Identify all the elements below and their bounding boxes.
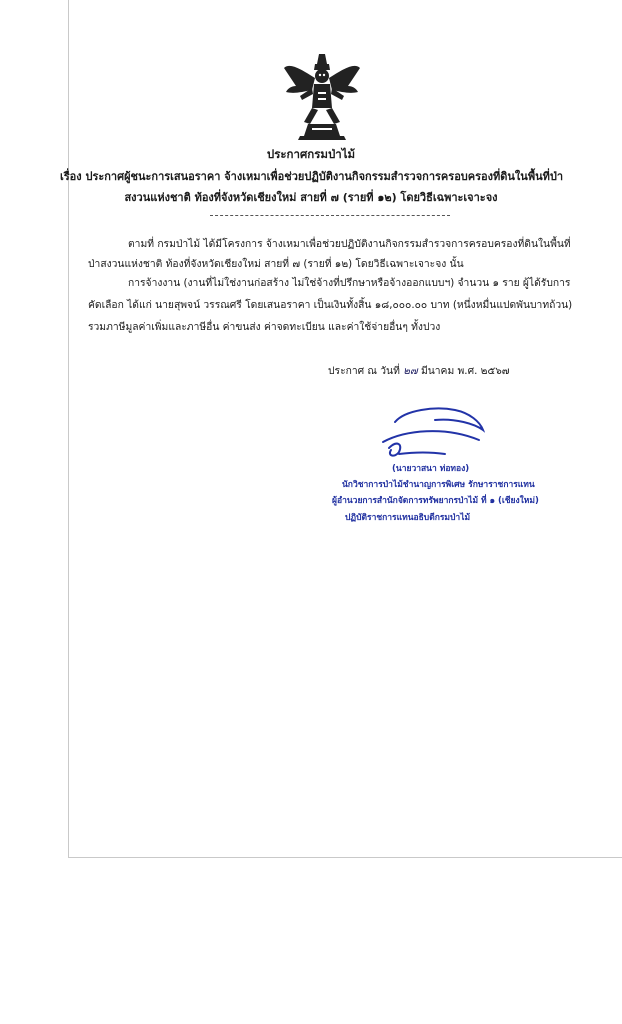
- signatory-position-2: ผู้อำนวยการสำนักจัดการทรัพยากรป่าไม้ ที่ ๑ (เชียงใหม่): [332, 496, 539, 506]
- signatory-name: (นายวาสนา ท่อทอง): [392, 464, 470, 474]
- signatory-position-3: ปฏิบัติราชการแทนอธิบดีกรมป่าไม้: [345, 513, 471, 523]
- subject-line-2: สงวนแห่งชาติ ท้องที่จังหวัดเชียงใหม่ สายที่ ๗ (รายที่ ๑๒) โดยวิธีเฉพาะเจาะจง: [124, 191, 498, 204]
- date-prefix: ประกาศ ณ วันที่: [328, 365, 400, 377]
- page-border-left: [68, 0, 69, 858]
- separator-line: [210, 215, 450, 216]
- signatory-position-1: นักวิชาการป่าไม้ชำนาญการพิเศษ รักษาราชการแทน: [342, 480, 535, 490]
- announcement-date: [328, 362, 510, 379]
- page-border-bottom: [68, 857, 622, 858]
- body-paragraph-line-3: การจ้างงาน (งานที่ไม่ใช่งานก่อสร้าง ไม่ใช่จ้างที่ปรึกษาหรือจ้างออกแบบฯ) จำนวน ๑ ราย ผู้ได้รับการ: [128, 277, 571, 289]
- body-paragraph-line-4: คัดเลือก ได้แก่ นายสุพจน์ วรรณศรี โดยเสนอราคา เป็นเงินทั้งสิ้น ๑๘,๐๐๐.๐๐ บาท (หนึ่งหมื่นแปดพันบาทถ้วน): [88, 299, 573, 311]
- date-day-handwritten: ๒๗: [403, 365, 418, 377]
- handwritten-signature: [375, 400, 485, 462]
- body-paragraph-line-5: รวมภาษีมูลค่าเพิ่มและภาษีอื่น ค่าขนส่ง ค่าจดทะเบียน และค่าใช้จ่ายอื่นๆ ทั้งปวง: [88, 321, 441, 333]
- garuda-emblem-icon: [282, 52, 362, 142]
- body-paragraph-line-1: ตามที่ กรมป่าไม้ ได้มีโครงการ จ้างเหมาเพื่อช่วยปฏิบัติงานกิจกรรมสำรวจการครอบครองที่ดินในพื้นที่: [128, 238, 571, 250]
- subject-line-1: เรื่อง ประกาศผู้ชนะการเสนอราคา จ้างเหมาเพื่อช่วยปฏิบัติงานกิจกรรมสำรวจการครอบครองที่ดินในพื้นที่ป่า: [60, 170, 564, 183]
- announcement-title: ประกาศกรมป่าไม้: [266, 147, 356, 161]
- date-month-year: มีนาคม พ.ศ. ๒๕๖๗: [420, 365, 510, 377]
- body-paragraph-line-2: ป่าสงวนแห่งชาติ ท้องที่จังหวัดเชียงใหม่ สายที่ ๗ (รายที่ ๑๒) โดยวิธีเฉพาะเจาะจง นั้น: [88, 258, 464, 270]
